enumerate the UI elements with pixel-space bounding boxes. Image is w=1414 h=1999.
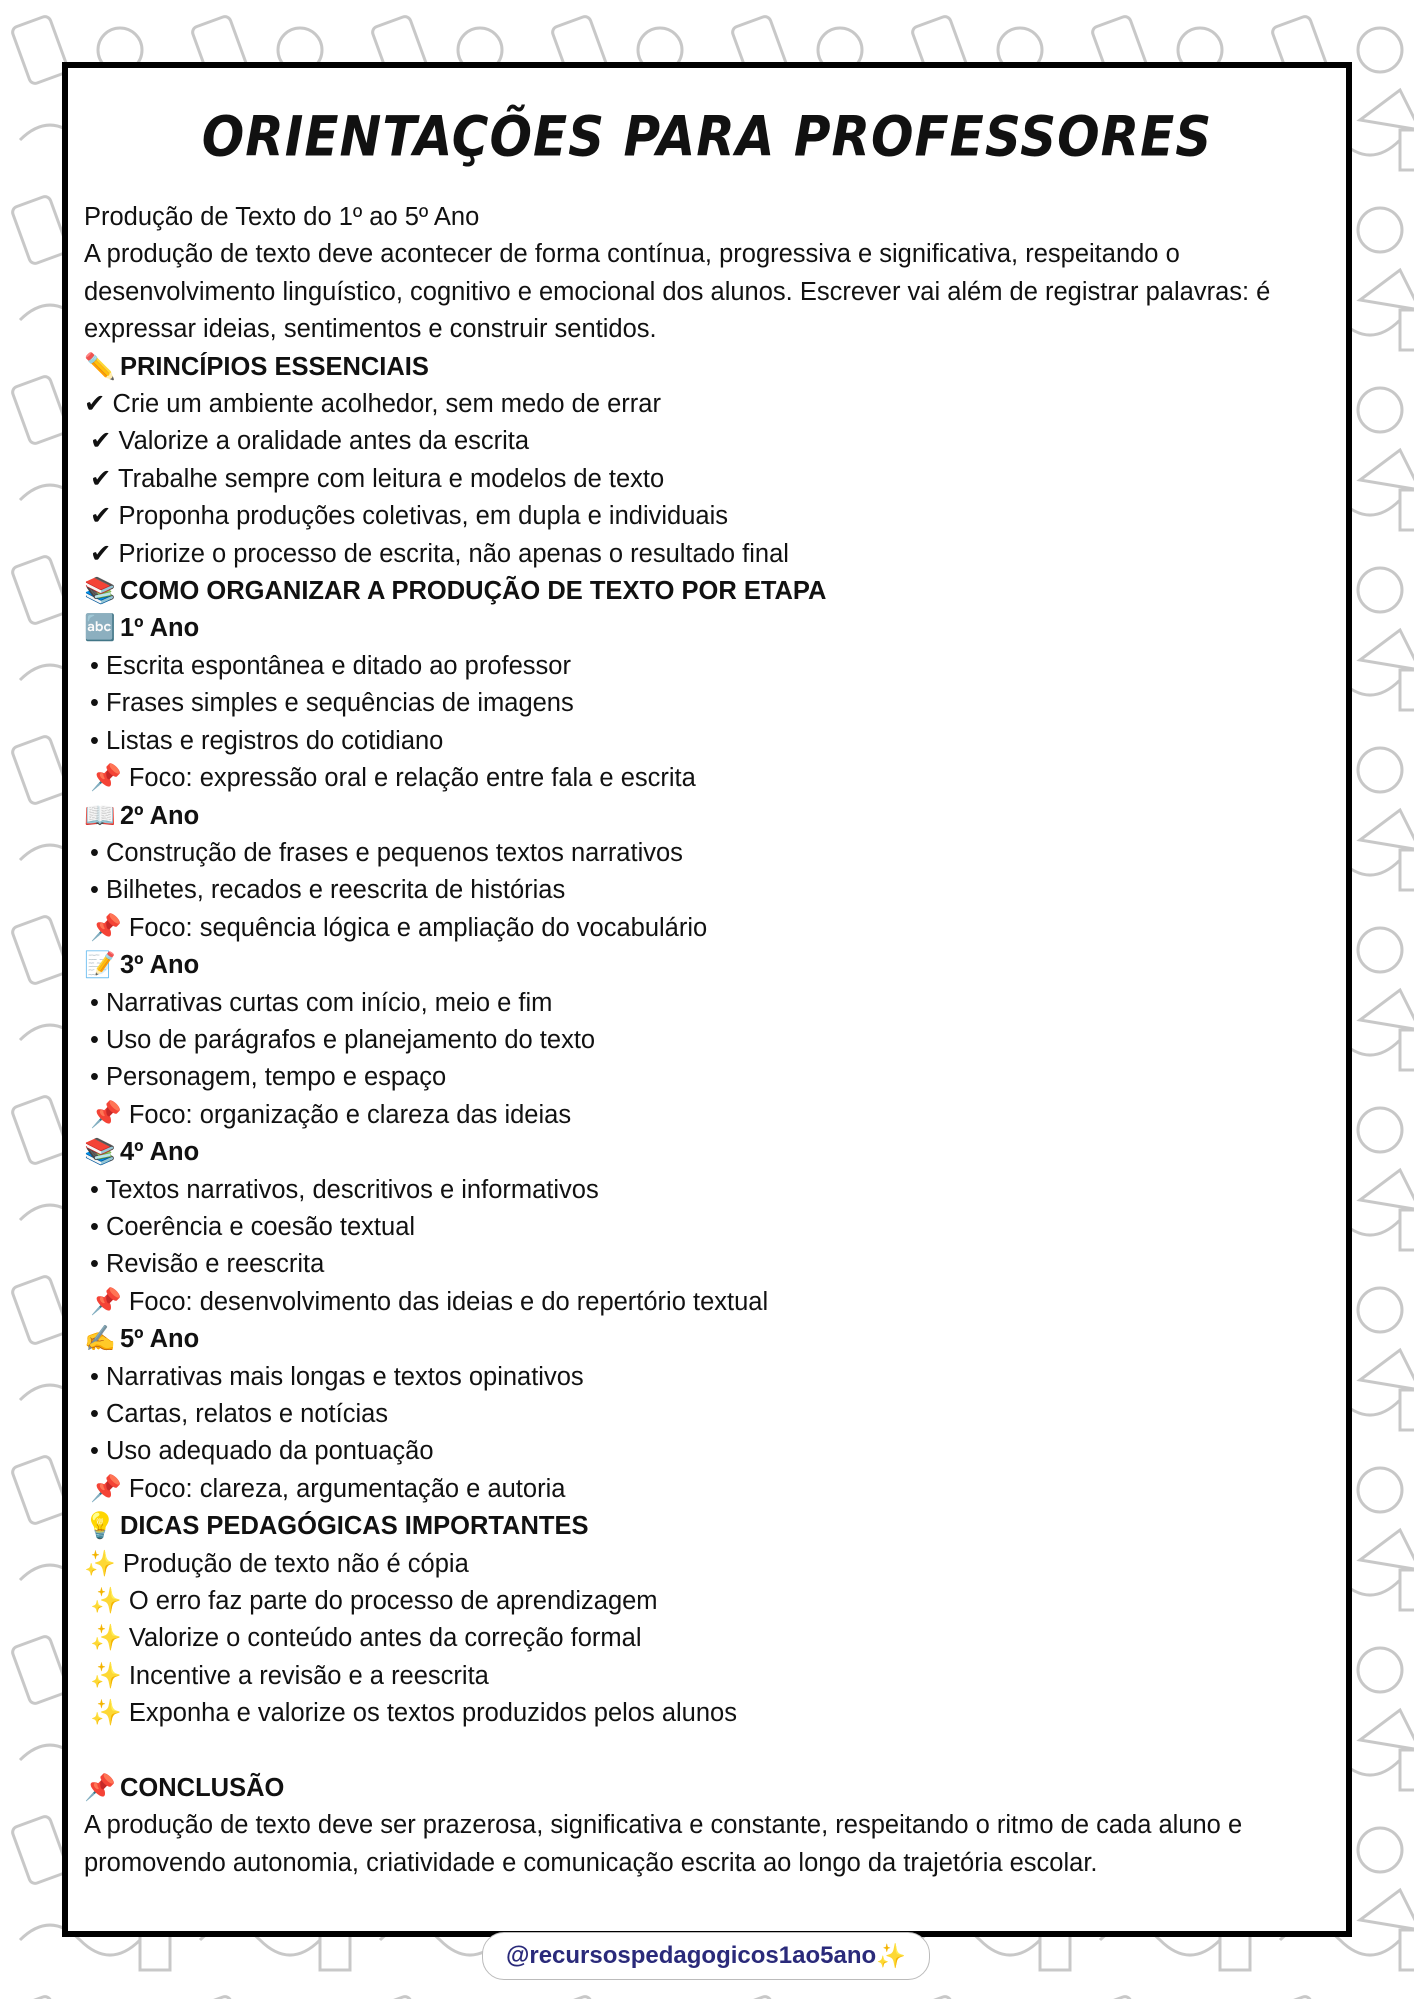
bullet-item: • Uso de parágrafos e planejamento do texto [90,1025,596,1054]
tip-item: ✨ O erro faz parte do processo de aprendizagem [90,1587,658,1616]
checklist-item: ✔ Valorize a oralidade antes da escrita [90,427,530,456]
tip-item: ✨ Exponha e valorize os textos produzidos pelos alunos [90,1699,737,1728]
bullet-item: • Textos narrativos, descritivos e informativos [90,1175,599,1204]
section-heading: COMO ORGANIZAR A PRODUÇÃO DE TEXTO POR ETAPA [120,577,827,606]
year-icon: ✍️ [84,1324,116,1355]
year-label: 5º Ano [120,1325,200,1354]
year-heading [84,1134,1334,1171]
bullet-item: • Revisão e reescrita [90,1250,325,1279]
bullet-item: • Uso adequado da pontuação [90,1437,434,1466]
page-title: ORIENTAÇÕES PARA PROFESSORES [201,105,1213,169]
bullet-item: • Escrita espontânea e ditado ao professor [90,651,571,680]
year-label: 4º Ano [120,1138,200,1167]
focus-item: 📌 Foco: sequência lógica e ampliação do vocabulário [90,913,708,942]
focus-item: 📌 Foco: clareza, argumentação e autoria [90,1474,566,1503]
sparkle-icon: ✨ [876,1942,907,1970]
social-handle: @recursospedagogicos1ao5ano [505,1942,877,1969]
focus-item: 📌 Foco: expressão oral e relação entre fala e escrita [90,764,696,793]
year-heading [84,610,1334,647]
year-heading [84,947,1334,984]
checklist-item: ✔ Proponha produções coletivas, em dupla e individuais [90,502,728,531]
conclusion-paragraph: A produção de texto deve ser prazerosa, significativa e constante, respeitando o ritmo de cada aluno e promovendo autonomia, criatividade e comunicação escrita ao longo da trajetória escolar. [84,1811,1243,1877]
focus-item: 📌 Foco: organização e clareza das ideias [90,1100,572,1129]
year-icon: 📚 [84,1137,116,1168]
tip-item: ✨ Incentive a revisão e a reescrita [90,1661,489,1690]
intro-paragraph: A produção de texto deve acontecer de forma contínua, progressiva e significativa, respeitando o desenvolvimento linguístico, cognitivo e emocional dos alunos. Escrever vai além de registrar palavras: é expressar ideias, sentimentos e construir sentidos. [84,240,1271,344]
section-heading: DICAS PEDAGÓGICAS IMPORTANTES [120,1512,589,1541]
year-icon: 📖 [84,800,116,831]
bullet-item: • Frases simples e sequências de imagens [90,689,574,718]
year-label: 3º Ano [120,951,200,980]
year-heading [84,1321,1334,1358]
document-body [84,199,1334,1882]
year-heading [84,798,1334,835]
bullet-item: • Coerência e coesão textual [90,1212,416,1241]
lightbulb-icon: 💡 [84,1511,116,1542]
tip-item: ✨ Valorize o conteúdo antes da correção formal [90,1624,642,1653]
section-heading: PRINCÍPIOS ESSENCIAIS [120,352,429,381]
books-icon: 📚 [84,576,116,607]
year-label: 2º Ano [120,801,200,830]
bullet-item: • Narrativas curtas com início, meio e fim [90,988,553,1017]
subtitle: Produção de Texto do 1º ao 5º Ano [84,203,480,231]
bullet-item: • Personagem, tempo e espaço [90,1063,447,1092]
section-heading: CONCLUSÃO [120,1774,285,1803]
checklist-item: ✔ Priorize o processo de escrita, não apenas o resultado final [90,539,789,568]
year-icon: 🔤 [84,613,116,644]
checklist-item: ✔ Crie um ambiente acolhedor, sem medo de errar [84,390,661,419]
year-icon: 📝 [84,950,116,981]
bullet-item: • Narrativas mais longas e textos opinativos [90,1362,584,1391]
checklist-item: ✔ Trabalhe sempre com leitura e modelos de texto [90,464,665,493]
year-label: 1º Ano [120,614,200,643]
pencil-icon: ✏️ [84,351,116,382]
tip-item: ✨ Produção de texto não é cópia [84,1549,469,1578]
bullet-item: • Cartas, relatos e notícias [90,1400,389,1428]
bullet-item: • Construção de frases e pequenos textos narrativos [90,838,683,867]
bullet-item: • Bilhetes, recados e reescrita de histórias [90,876,566,905]
pushpin-icon: 📌 [84,1773,116,1804]
social-handle-badge[interactable] [482,1932,930,1980]
focus-item: 📌 Foco: desenvolvimento das ideias e do repertório textual [90,1287,769,1316]
bullet-item: • Listas e registros do cotidiano [90,726,444,755]
